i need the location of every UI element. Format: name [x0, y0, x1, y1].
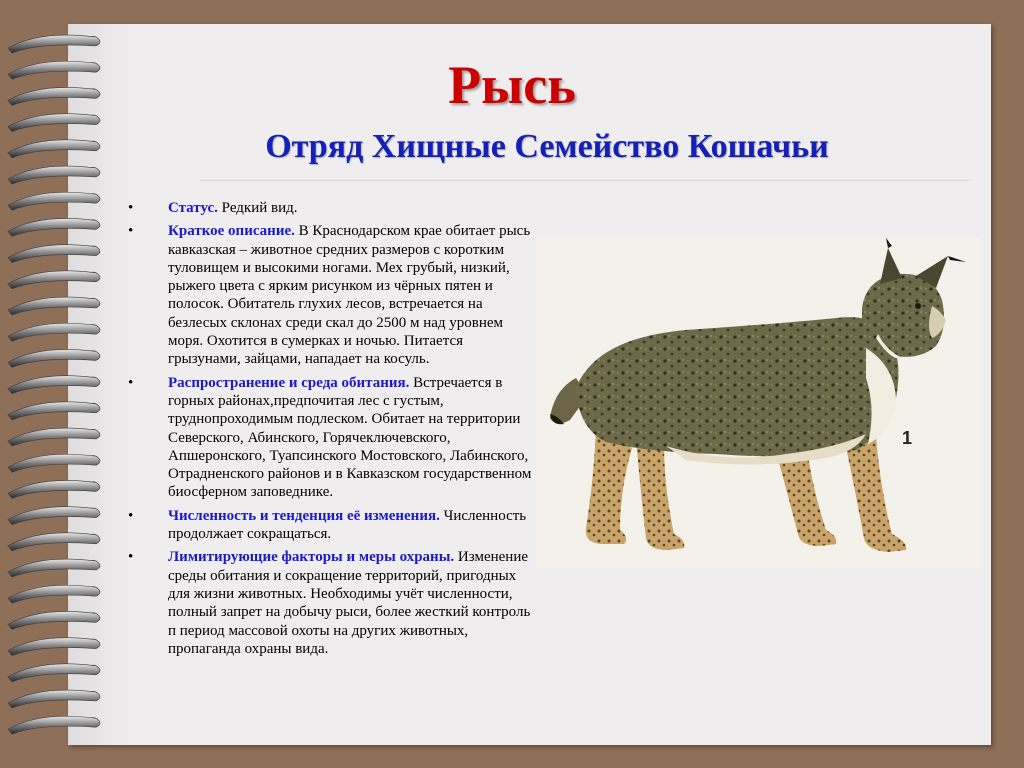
- item-text: Встречается в горных районах,предпочитая лес с густым, труднопроходимым подлеском. Обитает на территории Северского, Абинского, Горячеключевского, Апшеронского, Туапсинского Мостовского, Лабинского, Отрадненского районов и в Кавказском государственном биосферном заповеднике.: [168, 374, 532, 501]
- spiral-ring: [8, 428, 100, 446]
- spiral-ring: [8, 507, 100, 525]
- list-item-description: [126, 222, 536, 368]
- spiral-ring: [8, 349, 100, 367]
- image-label: 1: [902, 428, 913, 448]
- spiral-ring: [8, 454, 100, 472]
- item-heading: Статус.: [168, 200, 218, 216]
- list-item-protection: [126, 548, 536, 658]
- bullet-icon: •: [128, 507, 134, 524]
- bullet-icon: •: [128, 200, 134, 216]
- spiral-ring: [8, 297, 100, 315]
- bullet-list: [126, 199, 536, 663]
- item-heading: Распространение и среда обитания.: [168, 374, 410, 391]
- spiral-ring: [8, 664, 100, 682]
- lynx-illustration: [536, 238, 980, 568]
- item-text: Редкий вид.: [217, 200, 298, 216]
- spiral-ring: [8, 218, 100, 236]
- spiral-ring: [8, 271, 100, 289]
- spiral-ring: [8, 480, 100, 498]
- item-text: Изменение среды обитания и сокращение территорий, пригодных для жизни животных. Необходимы учёт численности, полный запрет на добычу рыси, более жесткий контроль п период массовой охоты на других животных, пропаганда охраны вида.: [168, 549, 531, 657]
- spiral-ring: [8, 690, 100, 708]
- spiral-ring: [8, 35, 100, 53]
- item-text: В Краснодарском крае обитает рысь кавказская – животное средних размеров с коротким туловищем и высокими ногами. Мех грубый, низкий, рыжего цвета с ярким рисунком из чёрных пятен и полосок. Обитатель глухих лесов, встречается на безлесых склонах среди скал до 2500 м над уровнем моря. Охотится в сумерках и ночью. Питается грызунами, зайцами, нападает на косуль.: [168, 223, 531, 368]
- item-text: Численность продолжает сокращаться.: [168, 507, 527, 543]
- slide-title: Рысь: [448, 55, 576, 115]
- bullet-icon: •: [128, 374, 134, 391]
- list-item-population: [126, 507, 536, 544]
- spiral-ring: [8, 716, 100, 734]
- spiral-ring: [8, 585, 100, 603]
- bullet-icon: •: [128, 223, 134, 240]
- spiral-ring: [8, 611, 100, 629]
- spiral-ring: [8, 166, 100, 184]
- list-item-status: [126, 199, 536, 217]
- item-heading: Краткое описание.: [168, 223, 295, 240]
- spiral-ring: [8, 245, 100, 263]
- spiral-ring: [8, 376, 100, 394]
- slide-subtitle: Отряд Хищные Семейство Кошачьи: [265, 128, 829, 165]
- lynx-drawing: [536, 238, 980, 568]
- item-heading: Лимитирующие факторы и меры охраны.: [168, 549, 455, 566]
- spiral-ring: [8, 638, 100, 656]
- spiral-ring: [8, 192, 100, 210]
- spiral-ring: [8, 402, 100, 420]
- spiral-ring: [8, 323, 100, 341]
- item-heading: Численность и тенденция её изменения.: [168, 507, 440, 524]
- spiral-ring: [8, 533, 100, 551]
- bullet-icon: •: [128, 549, 134, 566]
- spiral-ring: [8, 559, 100, 577]
- title-divider: [200, 180, 970, 181]
- list-item-distribution: [126, 374, 536, 502]
